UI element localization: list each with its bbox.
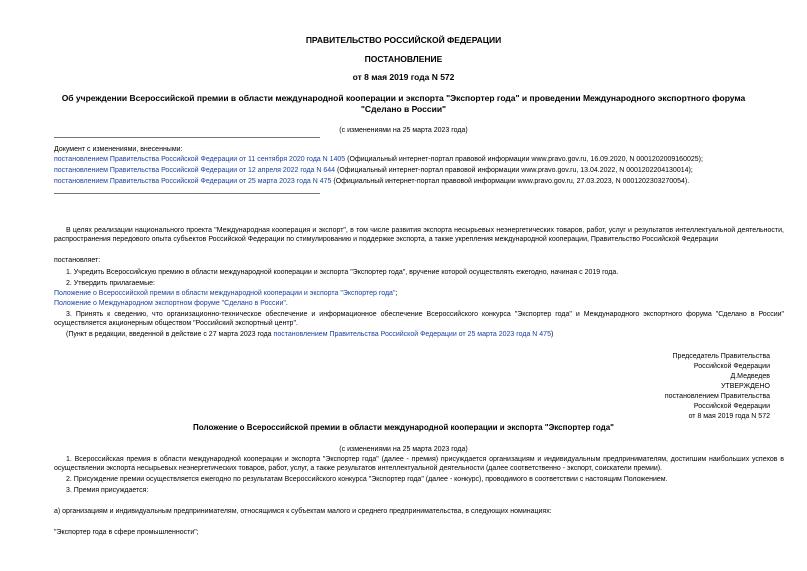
government-heading: ПРАВИТЕЛЬСТВО РОССИЙСКОЙ ФЕДЕРАЦИИ: [305, 35, 502, 45]
approved-stamp: УТВЕРЖДЕНО: [720, 383, 770, 390]
document-date-number: от 8 мая 2019 года N 572: [352, 72, 455, 82]
change-source-2: (Официальный интернет-портал правовой информации www.pravo.gov.ru, 13.04.2022, N 0001202204130014);: [335, 167, 693, 174]
amendment-note: (с изменениями на 25 марта 2023 года): [339, 127, 468, 134]
change-link-2[interactable]: постановлением Правительства Российской Федерации от 12 апреля 2022 года N 644: [54, 167, 336, 174]
preamble-paragraph: В целях реализации национального проекта "Международная кооперация и экспорт", в том числе развития экспорта несырьевых неэнергетических товаров, работ, услуг и результатов интеллектуальной деятельности, распространения передового опыта субъектов Российской Федерации по стимулированию и поддержке экспорта, а также укрепления международной кооперации, Правительство Российской Федерации: [54, 227, 784, 243]
regulation-forum-link[interactable]: Положение о Международном экспортном форуме "Сделано в России": [54, 300, 286, 307]
change-item: [54, 166, 794, 175]
item-3-note-link[interactable]: постановлением Правительства Российской Федерации от 25 марта 2023 года N 475: [273, 331, 551, 338]
approved-date: от 8 мая 2019 года N 572: [688, 413, 770, 420]
signature-country: Российской Федерации: [693, 363, 770, 370]
regulation-paragraph-1: 1. Всероссийская премия в области международной кооперации и экспорта "Экспортер года" (далее - премия) присуждается организациям и индивидуальным предпринимателям, достигшим наибольших успехов в осуществлении экспорта несырьевых неэнергетических товаров, работ, услуг, а также результатов интеллектуальной деятельности (далее соответственно - экспорт, соискатели премии).: [54, 456, 784, 472]
approved-by: постановлением Правительства: [664, 393, 770, 400]
signature-block: [600, 352, 770, 422]
document-title-line2: "Сделано в России": [360, 104, 447, 114]
changes-block: [54, 145, 794, 186]
regulation-award-link[interactable]: Положение о Всероссийской премии в области международной кооперации и экспорта "Экспортер года": [54, 290, 396, 297]
document-title-line1: Об учреждении Всероссийской премии в области международной кооперации и экспорта "Экспортер года" и проведении Международного экспортного форума: [61, 93, 746, 103]
regulation-amendment-note: (с изменениями на 25 марта 2023 года): [339, 446, 468, 453]
item-2-sub-1-tail: ;: [395, 290, 398, 297]
item-2-sub-1: [54, 289, 784, 298]
item-1: 1. Учредить Всероссийскую премию в области международной кооперации и экспорта "Экспортер года", вручение которой осуществлять ежегодно, начиная с 2019 года.: [66, 269, 619, 276]
item-2-sub-2-tail: .: [285, 300, 288, 307]
document-title: [0, 93, 807, 115]
change-source-1: (Официальный интернет-портал правовой информации www.pravo.gov.ru, 16.09.2020, N 0001202009160025);: [345, 156, 703, 163]
regulation-paragraph-2: 2. Присуждение премии осуществляется ежегодно по результатам Всероссийского конкурса "Экспортер года" (далее - конкурс), проводимого в соответствии с настоящим Положением.: [66, 476, 668, 483]
divider-top: [54, 137, 320, 138]
regulation-subitem-a: а) организациям и индивидуальным предпринимателям, относящимся к субъектам малого и среднего предпринимательства, в следующих номинациях:: [54, 508, 552, 515]
preamble-resolve: постановляет:: [54, 257, 101, 264]
change-link-1[interactable]: постановлением Правительства Российской Федерации от 11 сентября 2020 года N 1405: [54, 156, 346, 163]
change-item: [54, 177, 794, 186]
change-item: [54, 155, 794, 164]
document-type: ПОСТАНОВЛЕНИЕ: [364, 54, 443, 64]
changes-intro: Документ с изменениями, внесенными:: [54, 146, 183, 153]
item-3-note-pre: (Пункт в редакции, введенной в действие с 27 марта 2023 года: [66, 331, 274, 338]
item-3: 3. Принять к сведению, что организационно-техническое обеспечение и информационное обеспечение Всероссийского конкурса "Экспортер года" и Международного экспортного форума "Сделано в России" осуществляется акционерным обществом "Российский экспортный центр".: [54, 311, 784, 327]
divider-bottom: [54, 193, 320, 194]
signature-position: Председатель Правительства: [672, 353, 770, 360]
item-3-note-post: ): [550, 331, 554, 338]
change-link-3[interactable]: постановлением Правительства Российской Федерации от 25 марта 2023 года N 475: [54, 178, 332, 185]
regulation-title: Положение о Всероссийской премии в области международной кооперации и экспорта "Экспортер года": [193, 423, 614, 432]
change-source-3: (Официальный интернет-портал правовой информации www.pravo.gov.ru, 27.03.2023, N 0001202303270054).: [331, 178, 690, 185]
item-2: 2. Утвердить прилагаемые:: [66, 280, 155, 287]
signature-name: Д.Медведев: [730, 373, 770, 380]
approved-by-country: Российской Федерации: [693, 403, 770, 410]
item-3-note: [54, 330, 784, 339]
regulation-paragraph-3: 3. Премия присуждается:: [66, 487, 149, 494]
item-2-sub-2: [54, 299, 784, 308]
regulation-nomination-1: "Экспортер года в сфере промышленности";: [54, 529, 199, 536]
